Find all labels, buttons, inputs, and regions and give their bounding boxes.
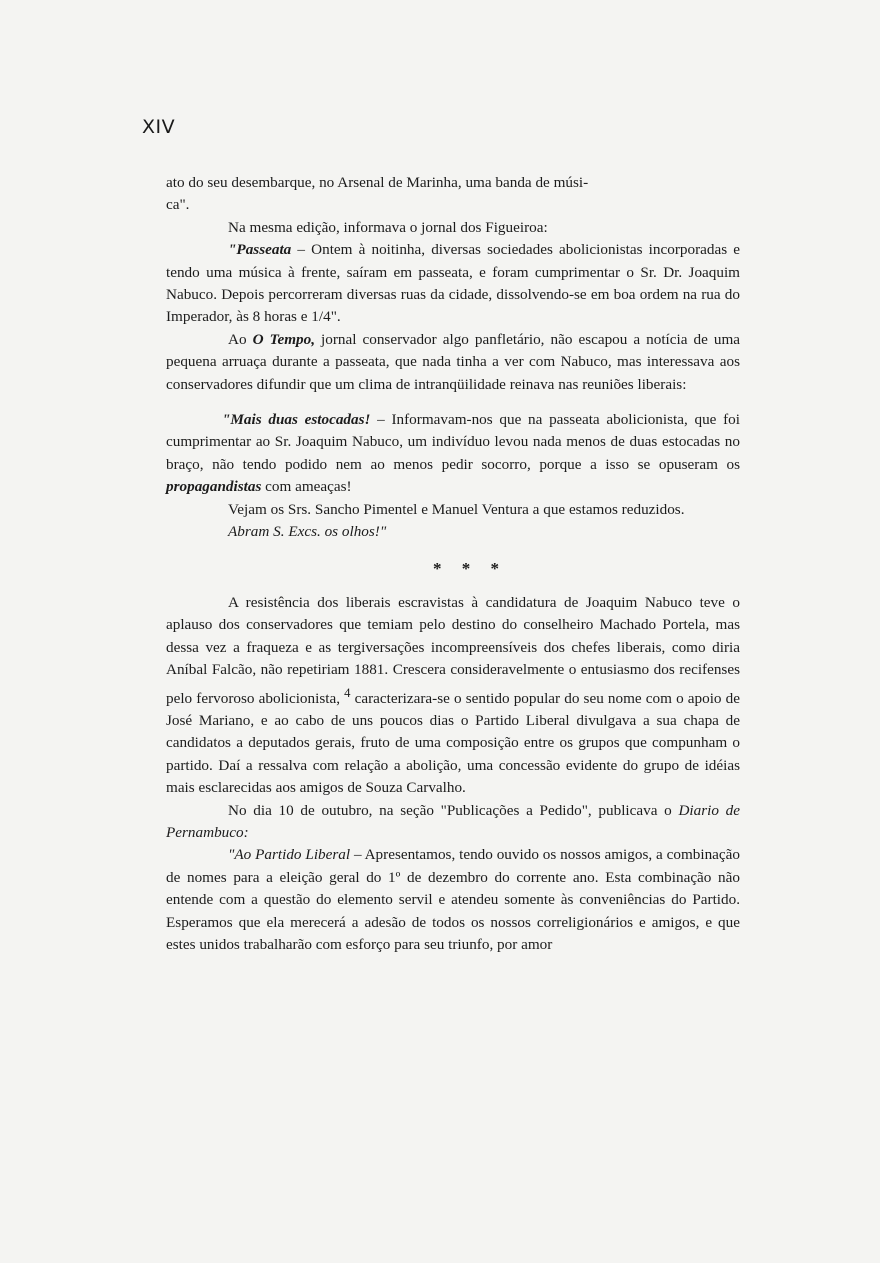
paragraph-2: Na mesma edição, informava o jornal dos Figueiroa:: [228, 218, 548, 236]
paragraph-1: [166, 172, 740, 217]
body-text: [166, 172, 740, 956]
paragraph-8-text: A resistência dos liberais escravistas à candidatura de Joaquim Nabuco teve o aplauso dos conservadores que temiam pelo destino do conselheiro Machado Portela, mas dessa vez a fraqueza e as tergiversações incompreensíveis dos chefes liberais, como diria Aníbal Falcão, não repetiriam 1881. Crescera consideravelmente o entusiasmo dos recifenses pelo fervoroso abolicionista,: [166, 593, 740, 707]
paragraph-9: [166, 800, 740, 845]
paragraph-10-text: – Apresentamos, tendo ouvido os nossos amigos, a combinação de nomes para a eleição geral do 1º de dezembro do corrente ano. Esta combinação não entende com a questão do elemento servil e atendeu somente às conveniências do Partido. Esperamos que ela merecerá a adesão de todos os nossos correligionários e amigos, e que estes unidos trabalharão com esforço para seu triunfo, por amor: [166, 846, 740, 954]
paragraph-10: [166, 844, 740, 956]
paragraph-5-label: "Mais duas estocadas!: [222, 411, 371, 429]
paragraph-5-emphasis: propagandistas: [166, 478, 262, 496]
paragraph-5-end: com ameaças!: [261, 478, 352, 496]
section-separator: * * *: [433, 558, 507, 578]
paragraph-3-label: "Passeata: [228, 241, 292, 259]
paragraph-3: [166, 239, 740, 329]
paragraph-9-newspaper: Diario de Pernambuco:: [166, 801, 740, 842]
paragraph-4-start: Ao: [228, 330, 253, 348]
paragraph-5: [166, 409, 740, 499]
paragraph-10-label: "Ao Partido Liberal: [228, 846, 351, 864]
paragraph-6: Vejam os Srs. Sancho Pimentel e Manuel Ventura a que estamos reduzidos.: [228, 500, 685, 518]
paragraph-8-rest: caracterizara-se o sentido popular do seu nome com o apoio de José Mariano, e ao cabo de uns poucos dias o Partido Liberal divulgava a sua chapa de candidatos a deputados gerais, fruto de uma composição entre os grupos que compunham o partido. Daí a ressalva com relação a abolição, uma concessão evidente do grupo de idéias mais esclarecidas aos amigos de Souza Carvalho.: [166, 689, 740, 797]
paragraph-1-line-2: ca".: [166, 196, 190, 214]
paragraph-8: [166, 592, 740, 800]
paragraph-3-text: – Ontem à noitinha, diversas sociedades abolicionistas incorporadas e tendo uma música à frente, saíram em passeata, e foram cumprimentar o Sr. Dr. Joaquim Nabuco. Depois percorreram diversas ruas da cidade, dissolvendo-se em boa ordem na rua do Imperador, às 8 horas e 1/4".: [166, 241, 740, 326]
page-number: XIV: [142, 116, 176, 138]
paragraph-7-text: Abram S. Excs. os olhos!": [228, 523, 387, 541]
paragraph-9-text: No dia 10 de outubro, na seção "Publicações a Pedido", publicava o: [228, 801, 679, 819]
paragraph-4: [166, 329, 740, 396]
paragraph-5-text: – Informavam-nos que na passeata abolicionista, que foi cumprimentar ao Sr. Joaquim Nabuco, um indivíduo levou nada menos de duas estocadas no braço, não tendo podido nem ao menos pedir socorro, porque a isso se opuseram os: [166, 411, 740, 473]
footnote-marker: 4: [344, 685, 351, 700]
paragraph-4-rest: jornal conservador algo panfletário, não escapou a notícia de uma pequena arruaça durante a passeata, que nada tinha a ver com Nabuco, mas interessava aos conservadores difundir que um clima de intranqüilidade reinava nas reuniões liberais:: [166, 330, 741, 393]
paragraph-7: [166, 521, 740, 543]
paragraph-1-line-1: ato do seu desembarque, no Arsenal de Marinha, uma banda de músi-: [166, 174, 589, 191]
paragraph-4-newspaper: O Tempo,: [252, 330, 316, 348]
